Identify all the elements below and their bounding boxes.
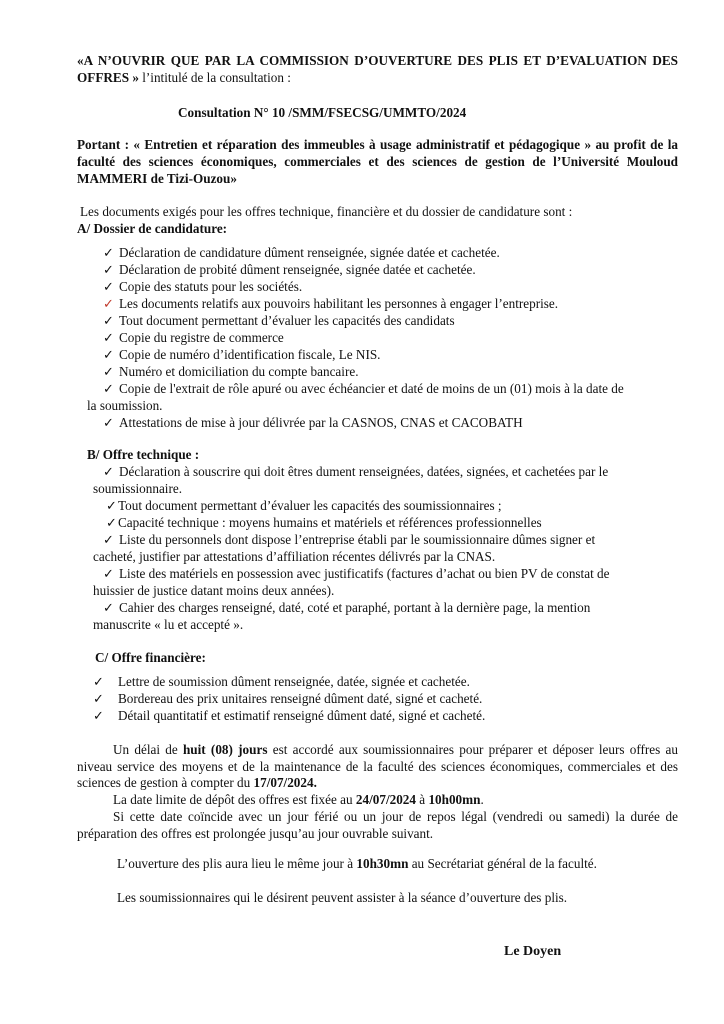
attend-line: Les soumissionnaires qui le désirent peuvent assister à la séance d’ouverture des plis.: [117, 890, 568, 905]
checkmark-icon: ✓: [103, 532, 115, 547]
checkmark-icon: ✓: [103, 566, 115, 581]
list-item: ✓ Liste du personnels dont dispose l’entreprise établi par le soumissionnaire dûmes signer et: [103, 532, 596, 547]
list-item-continuation: manuscrite « lu et accepté ».: [93, 617, 244, 632]
list-item: ✓ Cahier des charges renseigné, daté, coté et paraphé, portant à la dernière page, la mention: [103, 600, 591, 615]
delay-paragraph: Un délai de huit (08) jours est accordé aux soumissionnaires pour préparer et déposer leurs offres au niveau service des moyens et de la maintenance de la faculté des sciences économiques, commerciales et des sciences de gestion à compter du 17/07/2024.: [77, 742, 678, 790]
deadline-line: La date limite de dépôt des offres est fixée au 24/07/2024 à 10h00mn.: [113, 792, 484, 807]
header-paragraph: [77, 52, 678, 86]
section-a-title: A/ Dossier de candidature:: [77, 221, 228, 236]
checkmark-icon: ✓: [106, 498, 118, 513]
list-item: ✓ Bordereau des prix unitaires renseigné dûment daté, signé et cacheté.: [93, 691, 483, 706]
checkmark-icon: ✓: [103, 381, 115, 396]
checkmark-icon: ✓: [93, 708, 105, 723]
list-item: ✓ Numéro et domiciliation du compte bancaire.: [103, 364, 359, 379]
consultation-number: Consultation N° 10 /SMM/FSECSG/UMMTO/2024: [178, 105, 467, 120]
list-item: ✓ Copie du registre de commerce: [103, 330, 284, 345]
list-item: ✓ Tout document permettant d’évaluer les capacités des candidats: [103, 313, 455, 328]
list-item: ✓Capacité technique : moyens humains et matériels et références professionnelles: [106, 515, 542, 530]
list-item-continuation: soumissionnaire.: [93, 481, 183, 496]
portant-paragraph: Portant : « Entretien et réparation des immeubles à usage administratif et pédagogique » au profit de la faculté des sciences économiques, commerciales et des sciences de gestion de l’Université Mouloud MAMMERI de Tizi-Ouzou»: [77, 137, 678, 186]
list-item-continuation: la soumission.: [87, 398, 163, 413]
section-c-title: C/ Offre financière:: [95, 650, 206, 665]
checkmark-icon: ✓: [103, 330, 115, 345]
signature: Le Doyen: [504, 944, 562, 959]
list-item: ✓ Détail quantitatif et estimatif renseigné dûment daté, signé et cacheté.: [93, 708, 486, 723]
list-item: ✓ Liste des matériels en possession avec justificatifs (factures d’achat ou bien PV de constat de: [103, 566, 610, 581]
section-b-title: B/ Offre technique :: [87, 447, 200, 462]
checkmark-icon: ✓: [103, 262, 115, 277]
list-item: ✓ Déclaration de probité dûment renseignée, signée datée et cachetée.: [103, 262, 476, 277]
checkmark-icon: ✓: [103, 296, 115, 311]
opening-line: L’ouverture des plis aura lieu le même jour à 10h30mn au Secrétariat général de la faculté.: [117, 856, 597, 871]
checkmark-icon: ✓: [103, 364, 115, 379]
list-item: ✓Tout document permettant d’évaluer les capacités des soumissionnaires ;: [106, 498, 502, 513]
list-item: ✓ Copie de numéro d’identification fiscale, Le NIS.: [103, 347, 381, 362]
checkmark-icon: ✓: [103, 245, 115, 260]
checkmark-icon: ✓: [103, 600, 115, 615]
checkmark-icon: ✓: [103, 464, 115, 479]
header-bold: «A N’OUVRIR QUE PAR LA COMMISSION D’OUVERTURE DES PLIS ET D’EVALUATION DES OFFRES »: [77, 53, 678, 85]
checkmark-icon: ✓: [103, 279, 115, 294]
checkmark-icon: ✓: [103, 415, 115, 430]
checkmark-icon: ✓: [93, 691, 105, 706]
list-item: ✓ Déclaration à souscrire qui doit êtres dument renseignées, datées, signées, et cachetées par le: [103, 464, 609, 479]
list-item-continuation: cacheté, justifier par attestations d’affiliation récentes délivrés par la CNAS.: [93, 549, 496, 564]
list-item: ✓ Les documents relatifs aux pouvoirs habilitant les personnes à engager l’entreprise.: [103, 296, 559, 311]
holiday-paragraph: Si cette date coïncide avec un jour férié ou un jour de repos légal (vendredi ou samedi) la durée de préparation des offres est prolongée jusqu’au jour ouvrable suivant.: [77, 809, 678, 841]
checkmark-icon: ✓: [93, 674, 105, 689]
checkmark-icon: ✓: [106, 515, 118, 530]
list-item: ✓ Copie des statuts pour les sociétés.: [103, 279, 303, 294]
list-item: ✓ Attestations de mise à jour délivrée par la CASNOS, CNAS et CACOBATH: [103, 415, 523, 430]
list-item: ✓ Lettre de soumission dûment renseignée, datée, signée et cachetée.: [93, 674, 470, 689]
header-rest: l’intitulé de la consultation :: [138, 70, 291, 85]
checkmark-icon: ✓: [103, 313, 115, 328]
list-item: ✓ Copie de l'extrait de rôle apuré ou avec échéancier et daté de moins de un (01) mois à la date de: [103, 381, 624, 396]
list-item: ✓ Déclaration de candidature dûment renseignée, signée datée et cachetée.: [103, 245, 500, 260]
intro-text: Les documents exigés pour les offres technique, financière et du dossier de candidature sont :: [80, 204, 573, 219]
checkmark-icon: ✓: [103, 347, 115, 362]
list-item-continuation: huissier de justice datant moins deux années).: [93, 583, 335, 598]
